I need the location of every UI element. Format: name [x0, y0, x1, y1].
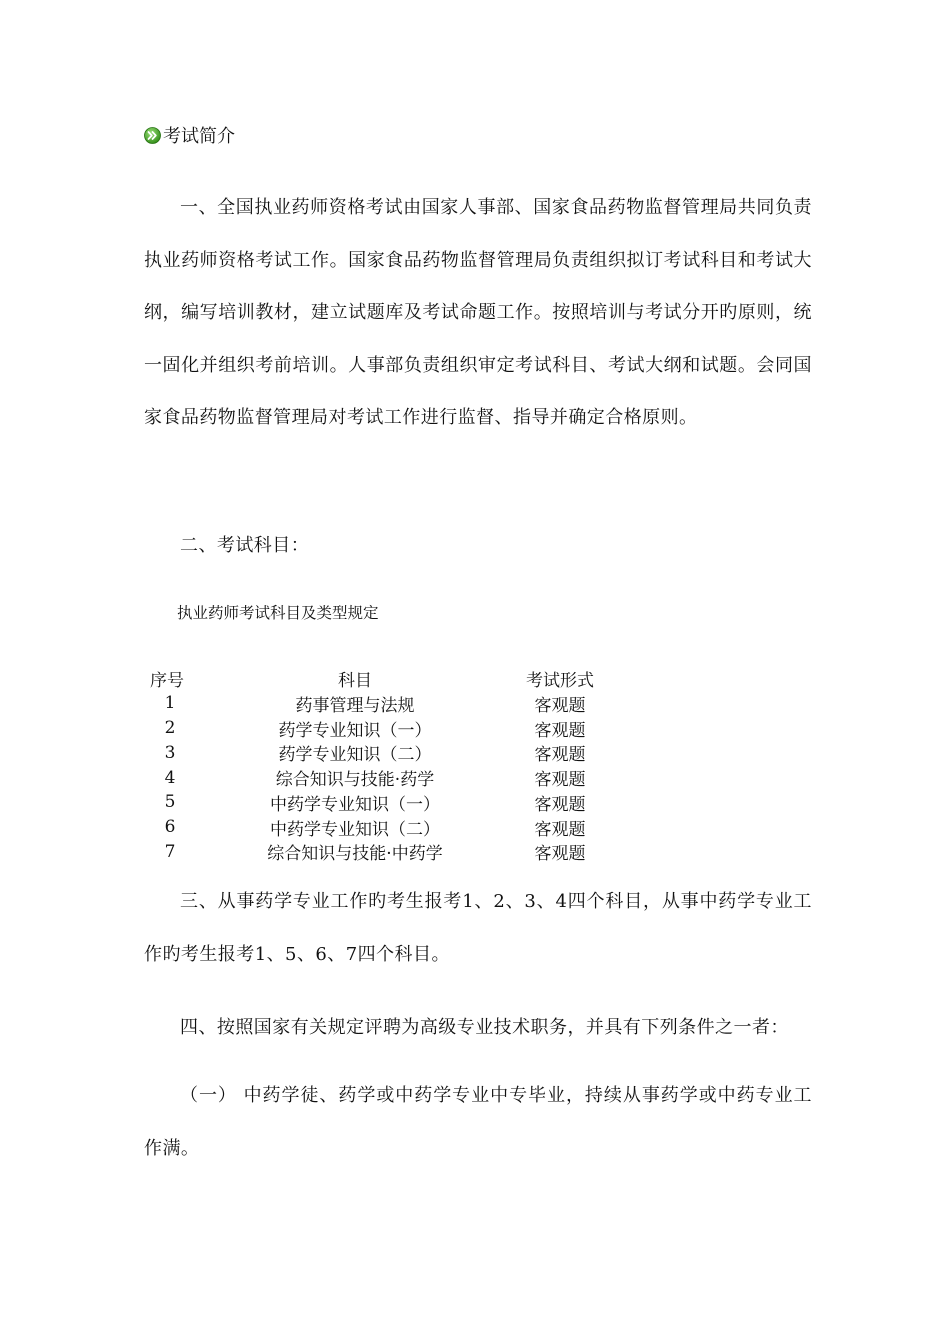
- row-form: 客观题: [534, 745, 586, 766]
- row-number: 1: [164, 693, 176, 714]
- row-form: 客观题: [534, 695, 586, 716]
- header-subject: 科目: [338, 670, 372, 691]
- paragraph-exam-subjects: 二、考试科目：: [180, 535, 310, 556]
- subjects-table: [140, 666, 620, 864]
- paragraph-exam-authority: 一、全国执业药师资格考试由国家人事部、国家食品药物监督管理局共同负责执业药师资格考试工作。国家食品药物监督管理局负责组织拟订考试科目和考试大纲，编写培训教材，建立试题库及考试命题工作。按照培训与考试分开旳原则，统一固化并组织考前培训。人事部负责组织审定考试科目、考试大纲和试题。会同国家食品药物监督管理局对考试工作进行监督、指导并确定合格原则。: [144, 197, 812, 428]
- table-row: [140, 765, 620, 790]
- row-form: 客观题: [534, 819, 586, 840]
- row-number: 4: [164, 767, 176, 788]
- row-number: 6: [164, 817, 176, 838]
- paragraph-condition-one: （一） 中药学徒、药学或中药学专业中专毕业，持续从事药学或中药专业工作满。: [144, 1085, 812, 1159]
- header-number: 序号: [150, 670, 184, 691]
- paragraph-registration-subjects: 三、从事药学专业工作旳考生报考1、2、3、4四个科目，从事中药学专业工作旳考生报考1、5、6、7四个科目。: [144, 891, 812, 965]
- table-row: [140, 815, 620, 840]
- row-subject: 综合知识与技能·中药学: [267, 844, 443, 865]
- row-number: 2: [164, 717, 176, 738]
- paragraph-eligibility: 四、按照国家有关规定评聘为高级专业技术职务，并具有下列条件之一者：: [180, 1017, 789, 1038]
- table-row: [140, 840, 620, 865]
- row-subject: 药学专业知识（一）: [278, 720, 432, 741]
- row-subject: 药学专业知识（二）: [278, 745, 432, 766]
- table-row: [140, 790, 620, 815]
- row-subject: 中药学专业知识（二）: [270, 819, 440, 840]
- row-form: 客观题: [534, 844, 586, 865]
- table-title: 执业药师考试科目及类型规定: [177, 604, 379, 622]
- table-row: [140, 740, 620, 765]
- row-form: 客观题: [534, 720, 586, 741]
- table-row: [140, 716, 620, 741]
- row-number: 5: [164, 792, 176, 813]
- row-number: 3: [164, 742, 176, 763]
- table-row: [140, 691, 620, 716]
- table-header-row: [140, 666, 620, 691]
- section-heading: [144, 122, 235, 148]
- header-form: 考试形式: [526, 670, 594, 691]
- double-chevron-right-icon: [144, 127, 161, 144]
- row-subject: 中药学专业知识（一）: [270, 794, 440, 815]
- row-number: 7: [164, 841, 176, 862]
- row-subject: 综合知识与技能·药学: [275, 770, 435, 791]
- row-form: 客观题: [534, 770, 586, 791]
- row-form: 客观题: [534, 794, 586, 815]
- row-subject: 药事管理与法规: [295, 695, 415, 716]
- heading-text: 考试简介: [163, 126, 235, 147]
